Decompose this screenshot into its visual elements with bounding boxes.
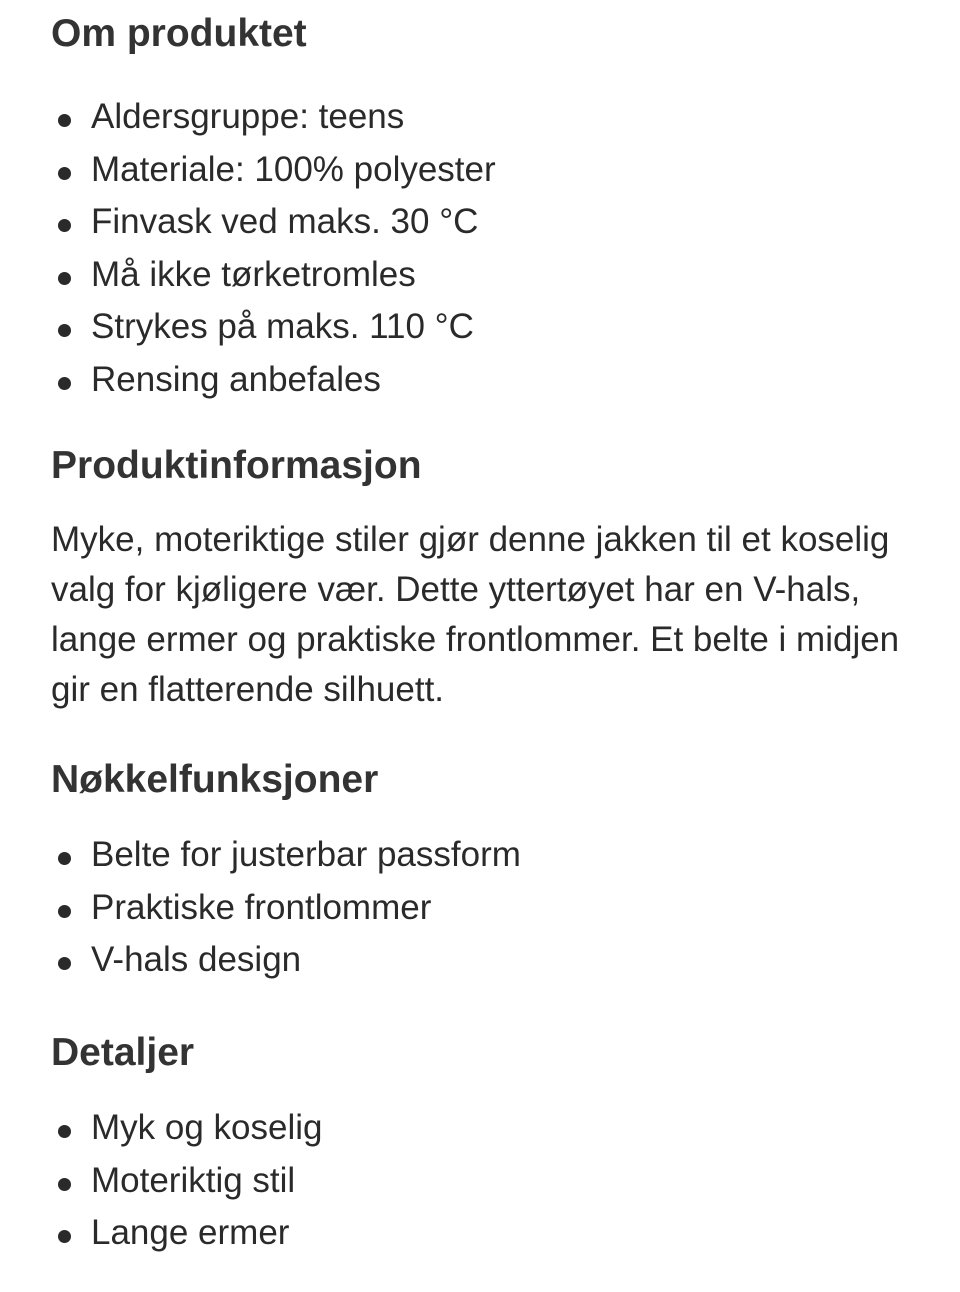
list-item [51, 144, 910, 197]
list-item [51, 354, 910, 407]
list-item-text: Strykes på maks. 110 °C [91, 307, 474, 346]
section-detaljer [51, 1027, 910, 1260]
bullet-icon [58, 167, 71, 180]
list-item-text: Belte for justerbar passform [91, 835, 521, 874]
list-item-text: Moteriktig stil [91, 1160, 296, 1200]
section-heading-nokkelfunksjoner: Nøkkelfunksjoner [51, 758, 379, 801]
list-item-text: Materiale: 100% polyester [91, 149, 496, 189]
bullet-icon [58, 114, 71, 127]
list-item [51, 934, 910, 987]
list-item [51, 1155, 910, 1208]
bullet-icon [58, 1230, 71, 1243]
list-item [51, 196, 910, 249]
bullet-icon [58, 1178, 71, 1191]
list-item [51, 301, 910, 354]
section-om-produktet [51, 8, 910, 406]
list-item [51, 1207, 910, 1260]
section-heading-detaljer: Detaljer [51, 1031, 195, 1074]
om-produktet-list [51, 91, 910, 406]
bullet-icon [58, 852, 71, 865]
list-item-text: V-hals design [91, 940, 302, 979]
bullet-icon [58, 219, 71, 232]
list-item-text: Aldersgruppe: teens [91, 97, 405, 136]
bullet-icon [58, 957, 71, 970]
list-item [51, 249, 910, 302]
bullet-icon [58, 272, 71, 285]
list-item [51, 1102, 910, 1155]
bullet-icon [58, 324, 71, 337]
list-item [51, 882, 910, 935]
section-heading-om-produktet: Om produktet [51, 12, 307, 55]
list-item-text: Lange ermer [91, 1213, 290, 1252]
bullet-icon [58, 377, 71, 390]
list-item-text: Må ikke tørketromles [91, 254, 416, 294]
list-item [51, 829, 910, 882]
list-item-text: Finvask ved maks. 30 °C [91, 202, 479, 241]
section-produktinformasjon [51, 440, 910, 715]
nokkelfunksjoner-list [51, 829, 910, 987]
product-description: Myke, moteriktige stiler gjør denne jakken til et koselig valg for kjøligere vær. Dette yttertøyet har en V-hals, lange ermer og praktiske frontlommer. Et belte i midjen gir en flatterende silhuett. [51, 520, 900, 709]
detaljer-list [51, 1102, 910, 1260]
bullet-icon [58, 1125, 71, 1138]
bullet-icon [58, 905, 71, 918]
section-nokkelfunksjoner [51, 754, 910, 987]
list-item-text: Myk og koselig [91, 1108, 323, 1147]
section-heading-produktinformasjon: Produktinformasjon [51, 444, 422, 487]
list-item-text: Praktiske frontlommer [91, 887, 432, 927]
list-item [51, 91, 910, 144]
list-item-text: Rensing anbefales [91, 359, 381, 399]
